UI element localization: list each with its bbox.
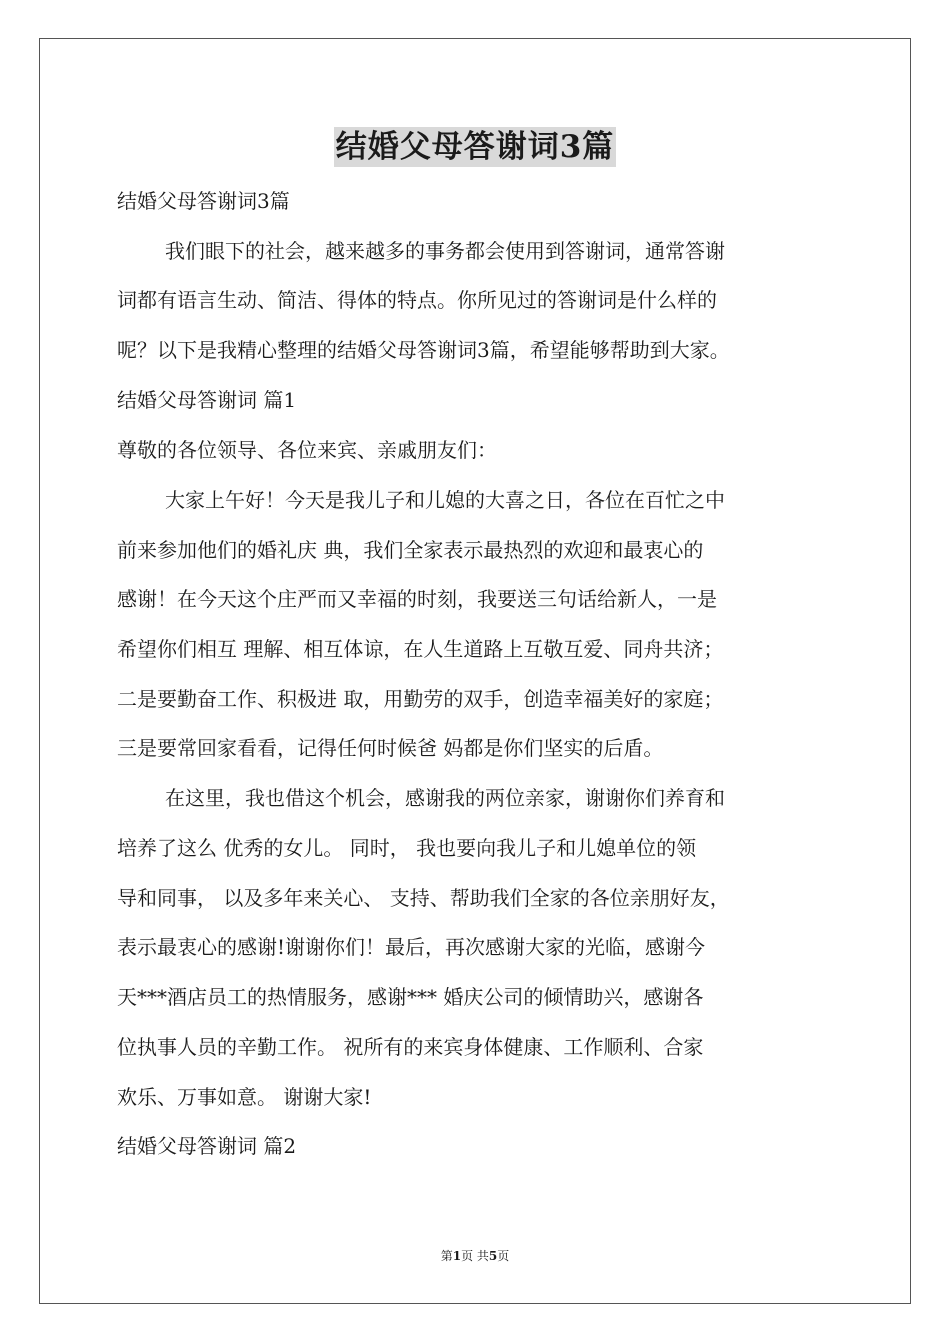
body-line: 表示最衷心的感谢!谢谢你们！最后，再次感谢大家的光临，感谢今 bbox=[117, 935, 706, 959]
subtitle-line: 结婚父母答谢词3篇 bbox=[117, 189, 290, 213]
page-footer bbox=[0, 1248, 950, 1264]
title-container bbox=[0, 127, 950, 167]
intro-line-1: 我们眼下的社会，越来越多的事务都会使用到答谢词，通常答谢 bbox=[165, 239, 725, 263]
body-line: 三是要常回家看看，记得任何时候爸 妈都是你们坚实的后盾。 bbox=[117, 736, 664, 760]
body-line: 培养了这么 优秀的女儿。 同时， 我也要向我儿子和儿媳单位的领 bbox=[117, 836, 697, 860]
body-line: 天***酒店员工的热情服务，感谢*** 婚庆公司的倾情助兴，感谢各 bbox=[117, 985, 704, 1009]
salutation-line: 尊敬的各位领导、各位来宾、亲戚朋友们： bbox=[117, 438, 497, 462]
page-border bbox=[39, 38, 911, 1304]
footer-page-end: 页 bbox=[497, 1249, 510, 1263]
section-heading-1: 结婚父母答谢词 篇1 bbox=[117, 388, 297, 412]
body-line: 前来参加他们的婚礼庆 典，我们全家表示最热烈的欢迎和最衷心的 bbox=[117, 538, 704, 562]
footer-page-label: 第 bbox=[440, 1249, 453, 1263]
body-line: 位执事人员的辛勤工作。 祝所有的来宾身体健康、工作顺利、合家 bbox=[117, 1035, 704, 1059]
footer-page-number: 1 bbox=[452, 1249, 462, 1263]
document-title: 结婚父母答谢词3篇 bbox=[335, 129, 615, 165]
body-line: 欢乐、万事如意。 谢谢大家! bbox=[117, 1085, 372, 1109]
footer-page-mid: 页 共 bbox=[461, 1249, 489, 1263]
intro-line-2: 词都有语言生动、简洁、得体的特点。你所见过的答谢词是什么样的 bbox=[117, 288, 717, 312]
body-line: 感谢！在今天这个庄严而又幸福的时刻，我要送三句话给新人，一是 bbox=[117, 587, 717, 611]
section-heading-2: 结婚父母答谢词 篇2 bbox=[117, 1134, 297, 1158]
body-line: 大家上午好！今天是我儿子和儿媳的大喜之日，各位在百忙之中 bbox=[165, 488, 725, 512]
footer-total-pages: 5 bbox=[488, 1249, 498, 1263]
body-line: 二是要勤奋工作、积极进 取，用勤劳的双手，创造幸福美好的家庭； bbox=[117, 687, 724, 711]
body-line: 希望你们相互 理解、相互体谅，在人生道路上互敬互爱、同舟共济； bbox=[117, 637, 724, 661]
body-line: 导和同事， 以及多年来关心、 支持、帮助我们全家的各位亲朋好友， bbox=[117, 886, 730, 910]
body-line: 在这里，我也借这个机会，感谢我的两位亲家，谢谢你们养育和 bbox=[165, 786, 725, 810]
intro-line-3: 呢？以下是我精心整理的结婚父母答谢词3篇，希望能够帮助到大家。 bbox=[117, 338, 730, 362]
